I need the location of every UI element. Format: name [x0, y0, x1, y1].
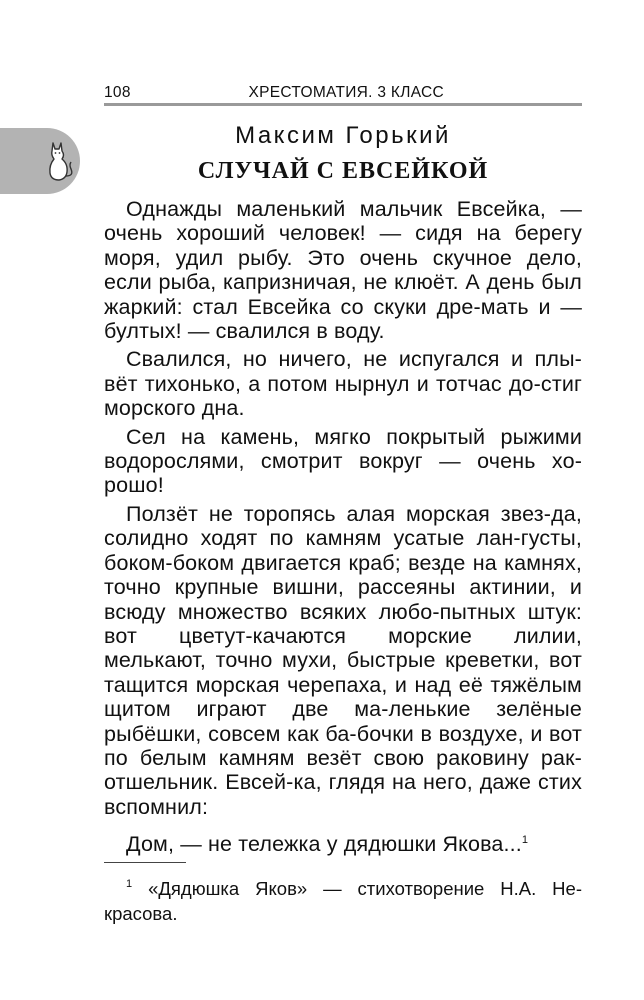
section-tab [0, 128, 80, 194]
running-title: ХРЕСТОМАТИЯ. 3 КЛАСС [248, 84, 444, 101]
paragraph: Ползёт не торопясь алая морская звез-да, солидно ходят по камням усатые лан-густы, боком-боком двигается краб; везде на камнях, точно крупные вишни, рассеяны актинии, и всюду множество всяких любо-пытных штук: вот цветут-качаются морские лилии, мелькают, точно мухи, быстрые креветки, вот тащится морская черепаха, и над её тяжёлым щитом играют две ма-ленькие зелёные рыбёшки, совсем как ба-бочки в воздухе, и вот по белым камням везёт свою раковину рак-отшельник. Евсей-ка, глядя на него, даже стих вспомнил: [104, 501, 582, 819]
paragraph: Однажды маленький мальчик Евсейка, — очень хороший человек! — сидя на берегу моря, удил рыбу. Это очень скучное дело, если рыба, капризничая, не клюёт. А день был жаркий: стал Евсейка со скуки дре-мать и — бултых! — свалился в воду. [104, 197, 582, 344]
verse-line [126, 828, 586, 856]
verse-text: Дом, — не тележка у дядюшки Якова... [126, 832, 522, 856]
footnote-rule [104, 862, 186, 863]
footnote-marker: 1 [126, 878, 133, 890]
footnote [104, 872, 582, 926]
author-name: Максим Горький [235, 122, 451, 149]
story-title: СЛУЧАЙ С ЕВСЕЙКОЙ [197, 158, 489, 184]
cat-icon [44, 140, 74, 184]
page-number: 108 [104, 84, 131, 101]
footnote-reference: 1 [521, 834, 529, 846]
paragraph: Свалился, но ничего, не испугался и плы-вёт тихонько, а потом нырнул и тотчас до-стиг морского дна. [104, 347, 582, 421]
footnote-text: «Дядюшка Яков» — стихотворение Н.А. Не-красова. [104, 878, 582, 924]
header-rule [104, 103, 582, 106]
paragraph: Сел на камень, мягко покрытый рыжими водорослями, смотрит вокруг — очень хо-рошо! [104, 424, 582, 498]
story-body [104, 197, 582, 823]
